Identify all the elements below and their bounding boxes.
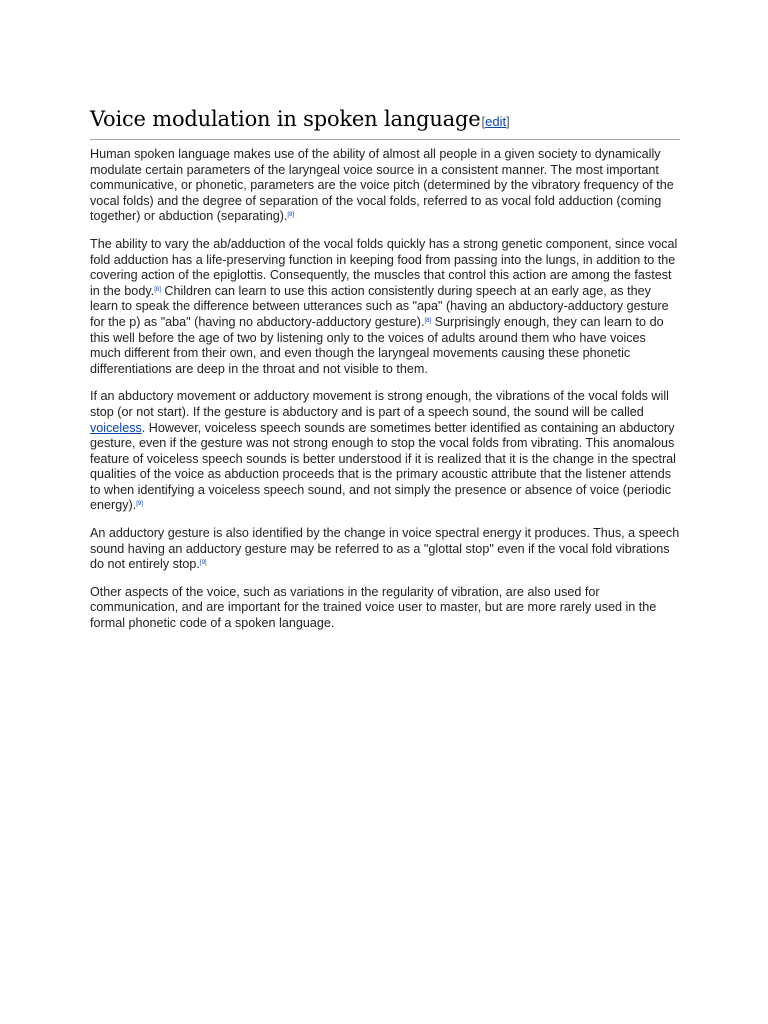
citation-ref (287, 212, 294, 218)
section-heading (90, 104, 680, 140)
citation-ref (154, 287, 161, 293)
edit-bracket-open: [ (481, 114, 486, 129)
paragraph-2 (90, 237, 680, 377)
paragraph-text: An adductory gesture is also identified by the change in voice spectral energy it produces. Thus, a speech sound having an adductory gesture may be referred to as a "glottal stop" even if the vocal fold vibrations do not entirely stop. (90, 526, 680, 572)
paragraph-5 (90, 585, 680, 632)
citation-link[interactable]: [9] (199, 560, 207, 567)
voiceless-link[interactable]: voiceless (90, 420, 142, 435)
paragraph-4 (90, 526, 680, 573)
citation-link[interactable]: [8] (424, 317, 432, 324)
paragraph-3 (90, 389, 680, 514)
citation-link[interactable]: [8] (287, 212, 295, 219)
edit-bracket-close: ] (506, 114, 510, 129)
paragraph-text: . However, voiceless speech sounds are sometimes better identified as containing an abductory gesture, even if the gesture was not strong enough to stop the vocal folds from vibrating. This anomalous feature of voiceless speech sounds is better understood if it is realized that it is the change in the spectral qualities of the voice as abduction proceeds that is the primary acoustic attribute that the listener attends to when identifying a voiceless speech sound, and not simply the presence or absence of voice (periodic energy). (90, 420, 676, 513)
paragraph-text: Surprisingly enough, they can learn to do this well before the age of two by listening only to the voices of adults around them who have voices much different from their own, and even though the laryngeal movements causing these phonetic differentiations are deep in the throat and not visible to them. (90, 314, 664, 376)
citation-link[interactable]: [8] (154, 286, 161, 293)
paragraph-text: If an abductory movement or adductory movement is strong enough, the vibrations of the vocal folds will stop (or not start). If the gesture is abductory and is part of a speech sound, the sound will be called (90, 389, 669, 419)
article-section (90, 104, 680, 632)
citation-ref (200, 560, 207, 566)
edit-section-link[interactable]: edit (485, 114, 507, 129)
paragraph-text: Human spoken language makes use of the ability of almost all people in a given society to dynamically modulate certain parameters of the laryngeal voice source in a consistent manner. The most important communicative, or phonetic, parameters are the voice pitch (determined by the vibratory frequency of the vocal folds) and the degree of separation of the vocal folds, referred to as vocal fold adduction (coming together) or abduction (separating). (90, 147, 674, 224)
paragraph-text: Children can learn to use this action consistently during speech at an early age, as they learn to speak the difference between utterances such as "apa" (having an abductory-adductory gesture for the p) as "aba" (having no abductory-adductory gesture). (90, 283, 669, 329)
citation-link[interactable]: [9] (136, 501, 143, 508)
citation-ref (136, 501, 143, 507)
paragraph-text: The ability to vary the ab/adduction of the vocal folds quickly has a strong genetic component, since vocal fold adduction has a life-preserving function in keeping food from passing into the lungs, in addition to the covering action of the epiglottis. Consequently, the muscles that control this action are among the fastest in the body. (90, 236, 678, 298)
paragraph-text: Other aspects of the voice, such as variations in the regularity of vibration, are also used for communication, and are important for the trained voice user to master, but are more rarely used in the formal phonetic code of a spoken language. (90, 584, 657, 631)
paragraph-1 (90, 147, 680, 225)
edit-section-link-wrapper (481, 114, 509, 129)
section-body (90, 147, 680, 632)
section-title: Voice modulation in spoken language (90, 107, 481, 131)
